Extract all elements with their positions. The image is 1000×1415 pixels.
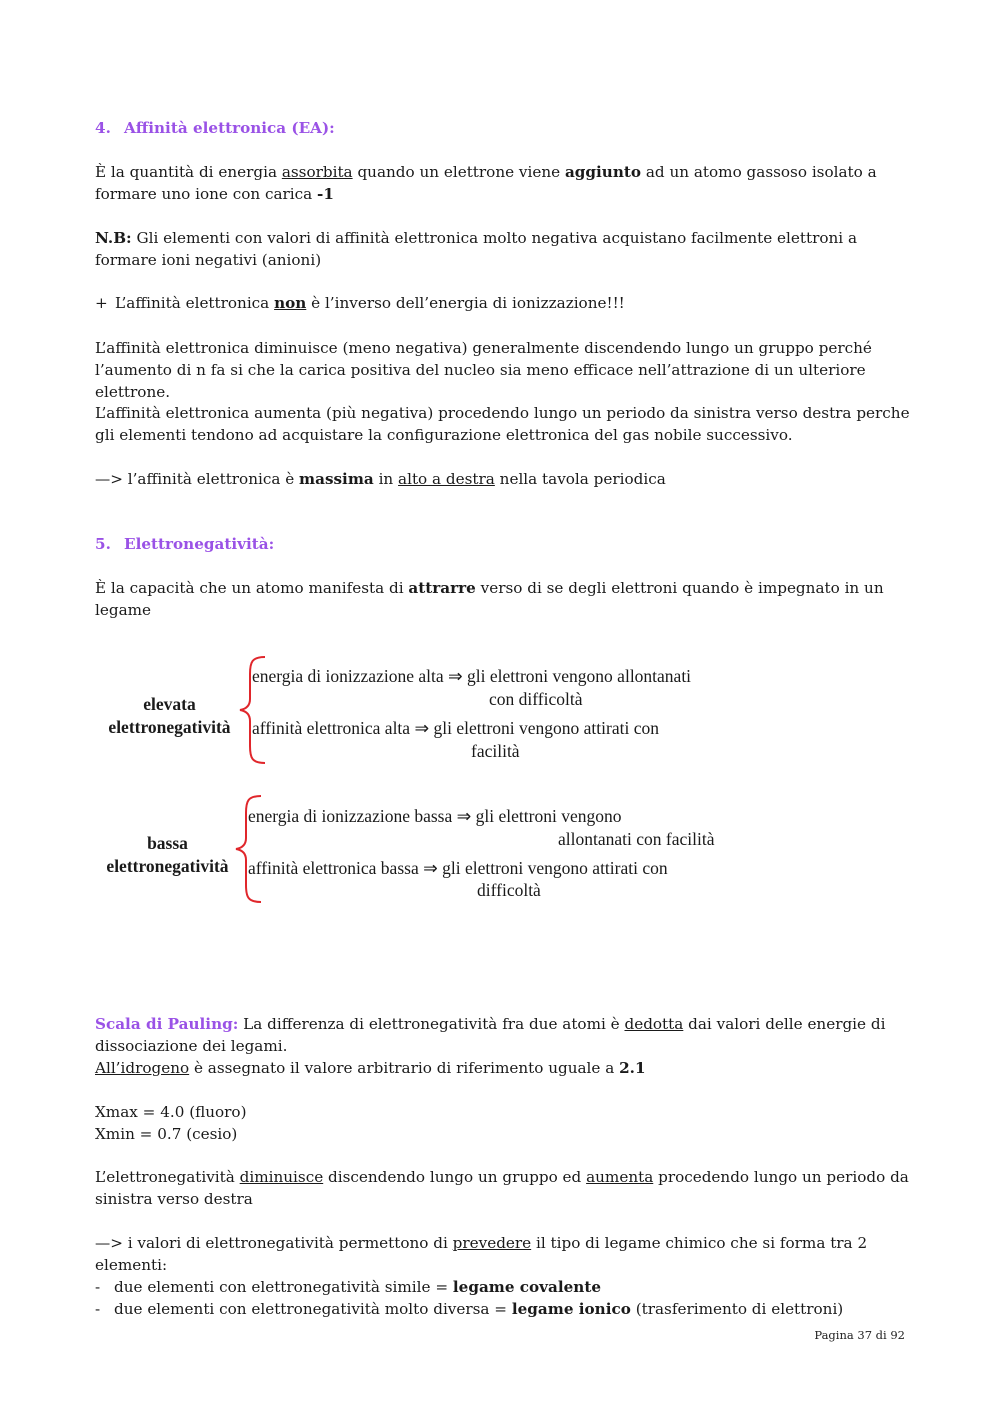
high-en-label xyxy=(97,693,242,739)
low-en-label-1: bassa xyxy=(147,833,188,853)
ea-trend-group: L’affinità elettronica diminuisce (meno negativa) generalmente discendendo lungo un gruppo perché l’aumento di n fa si che la carica positiva del nucleo sia meno efficace nell’attrazione di un ulteriore elettrone. xyxy=(95,339,872,401)
section-4-heading xyxy=(95,117,910,139)
bond-prediction xyxy=(95,1232,910,1320)
concl-massima: massima xyxy=(299,470,374,488)
item2-bond: legame ionico xyxy=(511,1300,631,1318)
high-en-label-2: elettronegatività xyxy=(108,717,231,737)
low-ea-line: affinità elettronica bassa ⇒ gli elettroni vengono attirati con xyxy=(248,858,668,878)
en-def-text-1: È la capacità che un atomo manifesta di xyxy=(95,579,409,597)
dash-bullet: - xyxy=(95,1278,101,1296)
ea-def-text: È la quantità di energia xyxy=(95,163,282,181)
note-non: non xyxy=(274,294,307,312)
list-item xyxy=(95,1298,910,1320)
low-ie-line: energia di ionizzazione bassa ⇒ gli elettroni vengono xyxy=(248,806,622,826)
section-5-title: Elettronegatività: xyxy=(124,535,275,553)
list-item xyxy=(95,1276,910,1298)
page-number: Pagina 37 di 92 xyxy=(814,1328,905,1342)
low-ea-line-2: difficoltà xyxy=(477,880,541,900)
ea-trend-period: L’affinità elettronica aumenta (più negativa) procedendo lungo un periodo da sinistra verso destra perche gli elementi tendono ad acquistare la configurazione elettronica del gas nobile successivo. xyxy=(95,404,910,444)
pred-prevedere: prevedere xyxy=(452,1234,532,1252)
trend-text-2: discendendo lungo un gruppo ed xyxy=(323,1168,587,1186)
item2-text: due elementi con elettronegatività molto diversa = xyxy=(114,1300,512,1318)
pred-text-2: il tipo di legame chimico che si forma tra 2 elementi: xyxy=(95,1234,868,1274)
pred-text-1: —> i valori di elettronegatività permettono di xyxy=(95,1234,453,1252)
high-ea-line: affinità elettronica alta ⇒ gli elettroni vengono attirati con xyxy=(252,718,659,738)
high-ie-line-2: con difficoltà xyxy=(489,689,583,709)
electronegativity-figure xyxy=(95,650,910,910)
concl-text-2: in xyxy=(373,470,399,488)
concl-text-3: nella tavola periodica xyxy=(494,470,666,488)
section-5-number: 5. xyxy=(95,535,111,553)
nb-text: Gli elementi con valori di affinità elettronica molto negativa acquistano facilmente elettroni a formare ioni negativi (anioni) xyxy=(95,229,857,269)
low-ie-line-2: allontanati con facilità xyxy=(558,829,715,849)
note-text-2: è l’inverso dell’energia di ionizzazione!!! xyxy=(306,294,625,312)
high-ea-line-2: facilità xyxy=(471,741,520,761)
prediction-text xyxy=(95,1232,910,1276)
pauling-dedotta: dedotta xyxy=(624,1015,684,1033)
section-5-heading xyxy=(95,533,910,555)
trend-text-3: procedendo lungo un periodo da sinistra verso destra xyxy=(95,1168,909,1208)
item1-bond: legame covalente xyxy=(452,1278,601,1296)
document-page xyxy=(95,0,910,1415)
section-4-title: Affinità elettronica (EA): xyxy=(124,119,335,137)
pauling-ref-value: 2.1 xyxy=(619,1059,646,1077)
bond-type-list xyxy=(95,1276,910,1320)
concl-position: alto a destra xyxy=(398,470,495,488)
x-range xyxy=(95,1101,910,1145)
pauling-idrogeno: All’idrogeno xyxy=(95,1059,190,1077)
pauling-text-1: La differenza di elettronegatività fra due atomi è xyxy=(238,1015,625,1033)
ea-conclusion xyxy=(95,468,910,490)
ea-def-assorbita: assorbita xyxy=(281,163,353,181)
concl-text-1: —> l’affinità elettronica è xyxy=(95,470,300,488)
ea-inverse-note xyxy=(95,292,910,314)
en-def-text-2: verso di se degli elettroni quando è impegnato in un legame xyxy=(95,579,884,619)
ea-nb-note xyxy=(95,227,910,271)
item1-text: due elementi con elettronegatività simile = xyxy=(114,1278,453,1296)
pauling-text-3: è assegnato il valore arbitrario di riferimento uguale a xyxy=(189,1059,620,1077)
xmax: Xmax = 4.0 (fluoro) xyxy=(95,1103,247,1121)
pauling-scale xyxy=(95,1013,910,1079)
xmin: Xmin = 0.7 (cesio) xyxy=(95,1125,238,1143)
ea-def-text-2: quando un elettrone viene xyxy=(352,163,565,181)
item2-tail: (trasferimento di elettroni) xyxy=(630,1300,844,1318)
en-trend xyxy=(95,1166,910,1210)
trend-aumenta: aumenta xyxy=(586,1168,654,1186)
en-def-attrarre: attrarre xyxy=(408,579,476,597)
trend-diminuisce: diminuisce xyxy=(239,1168,324,1186)
nb-label: N.B: xyxy=(95,229,132,247)
plus-bullet: + xyxy=(95,294,108,312)
note-text-1: L’affinità elettronica xyxy=(115,294,275,312)
trend-text-1: L’elettronegatività xyxy=(95,1168,240,1186)
ea-definition xyxy=(95,161,910,205)
high-ie-line: energia di ionizzazione alta ⇒ gli elettroni vengono allontanati xyxy=(252,666,692,686)
section-4-number: 4. xyxy=(95,119,111,137)
dash-bullet: - xyxy=(95,1300,101,1318)
pauling-label: Scala di Pauling: xyxy=(95,1015,239,1033)
low-en-label-2: elettronegatività xyxy=(106,856,229,876)
ea-def-text-3: ad un atomo gassoso isolato a formare uno ione con carica xyxy=(95,163,877,203)
low-en-label xyxy=(95,832,240,878)
ea-def-aggiunto: aggiunto xyxy=(564,163,642,181)
high-en-label-1: elevata xyxy=(143,694,196,714)
en-definition xyxy=(95,577,910,621)
pauling-text-2: dai valori delle energie di dissociazione dei legami. xyxy=(95,1015,886,1055)
ea-def-charge: -1 xyxy=(317,185,334,203)
